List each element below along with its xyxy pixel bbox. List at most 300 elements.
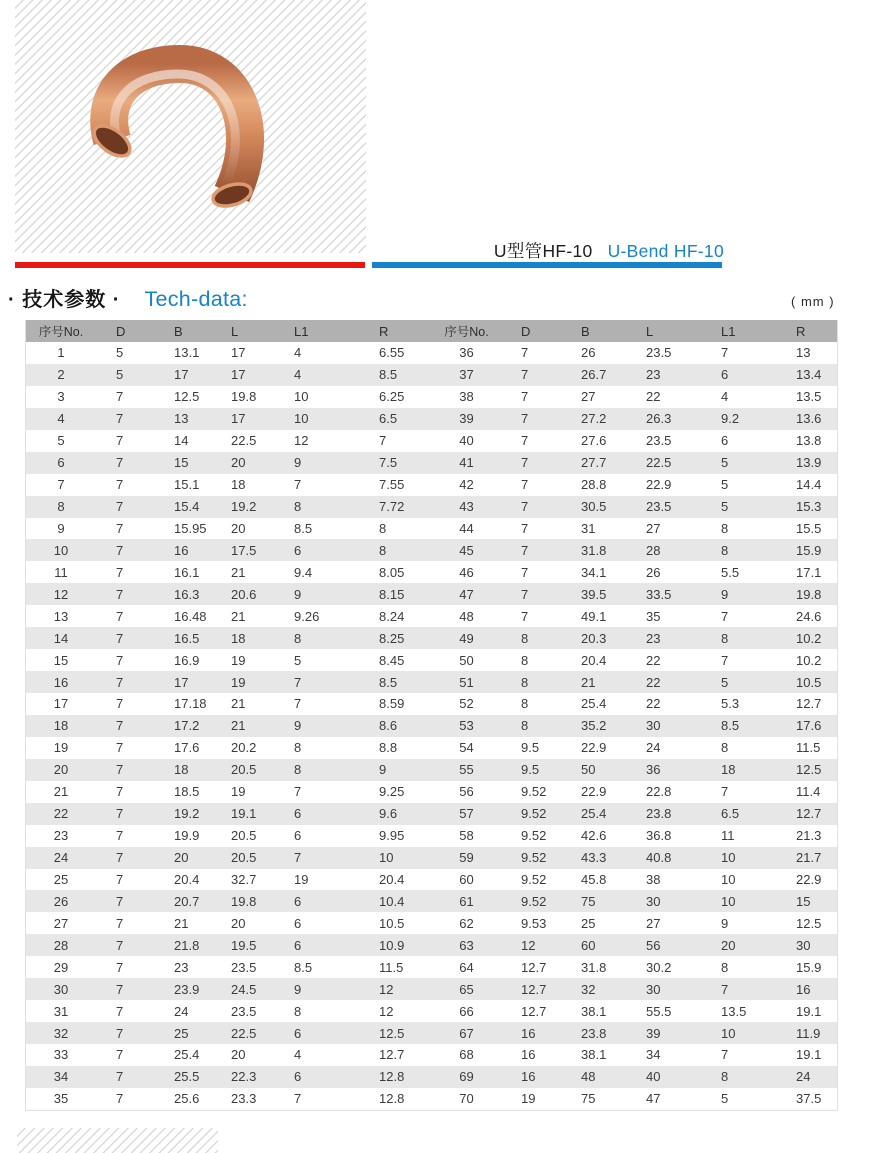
cell-d: 12.7 <box>521 981 547 997</box>
cell-l: 22 <box>646 652 661 668</box>
cell-no: 48 <box>459 608 474 624</box>
cell-l1: 6 <box>294 915 302 931</box>
cell-l: 36 <box>646 762 661 778</box>
cell-b: 27.2 <box>581 411 607 427</box>
header-r-left: R <box>379 323 389 339</box>
cell-l: 55.5 <box>646 1003 672 1019</box>
cell-l: 22.9 <box>646 477 672 493</box>
cell-b: 20 <box>174 850 189 866</box>
cell-d: 9.52 <box>521 850 547 866</box>
section-heading <box>8 283 248 312</box>
cell-l1: 20 <box>721 937 736 953</box>
cell-b: 21.8 <box>174 937 200 953</box>
cell-l: 20 <box>231 915 246 931</box>
cell-b: 20.4 <box>581 652 607 668</box>
cell-b: 20.7 <box>174 893 200 909</box>
cell-r: 12.5 <box>379 1025 405 1041</box>
cell-d: 7 <box>116 1047 124 1063</box>
cell-r: 8.59 <box>379 696 405 712</box>
cell-l1: 6 <box>294 937 302 953</box>
cell-no: 56 <box>459 784 474 800</box>
cell-no: 47 <box>459 586 474 602</box>
cell-r: 11.9 <box>796 1025 821 1041</box>
cell-r: 24 <box>796 1069 811 1085</box>
cell-b: 27.7 <box>581 455 607 471</box>
cell-l: 24.5 <box>231 981 257 997</box>
cell-r: 8.8 <box>379 740 398 756</box>
header-b-left: B <box>174 323 183 339</box>
cell-d: 7 <box>116 893 124 909</box>
cell-l1: 7 <box>721 784 729 800</box>
cell-no: 5 <box>57 433 65 449</box>
table-row <box>26 1066 837 1088</box>
cell-l: 20 <box>231 520 246 536</box>
cell-l: 17 <box>231 345 246 361</box>
cell-l: 18 <box>231 477 246 493</box>
cell-l: 23.5 <box>646 345 672 361</box>
cell-d: 7 <box>521 477 529 493</box>
cell-l: 21 <box>231 718 246 734</box>
cell-d: 7 <box>521 499 529 515</box>
cell-r: 8 <box>379 542 387 558</box>
cell-b: 32 <box>581 981 596 997</box>
cell-no: 54 <box>459 740 474 756</box>
cell-b: 48 <box>581 1069 596 1085</box>
cell-l: 27 <box>646 520 661 536</box>
cell-b: 39.5 <box>581 586 607 602</box>
cell-l: 21 <box>231 696 246 712</box>
cell-b: 16.1 <box>174 564 200 580</box>
cell-r: 10.9 <box>379 937 405 953</box>
cell-l1: 8 <box>294 762 302 778</box>
cell-l1: 5 <box>294 652 302 668</box>
cell-l1: 5 <box>721 477 729 493</box>
cell-b: 17 <box>174 367 189 383</box>
hatched-background-bottom <box>17 1128 218 1153</box>
cell-d: 7 <box>116 981 124 997</box>
cell-r: 8 <box>379 520 387 536</box>
cell-no: 4 <box>57 411 65 427</box>
cell-l1: 4 <box>294 345 302 361</box>
cell-no: 16 <box>53 674 69 690</box>
cell-no: 55 <box>459 762 474 778</box>
cell-l: 36.8 <box>646 828 672 844</box>
cell-r: 10.5 <box>379 915 405 931</box>
cell-d: 12 <box>521 937 536 953</box>
cell-b: 42.6 <box>581 828 607 844</box>
header-no-left: 序号No. <box>38 325 84 339</box>
cell-r: 6.5 <box>379 411 398 427</box>
cell-no: 43 <box>459 499 474 515</box>
table-row <box>26 627 837 649</box>
table-row <box>26 978 837 1000</box>
cell-l1: 9 <box>294 981 302 997</box>
cell-b: 17.2 <box>174 718 200 734</box>
cell-d: 5 <box>116 367 124 383</box>
cell-d: 7 <box>521 608 529 624</box>
cell-r: 10.2 <box>796 630 822 646</box>
cell-b: 17.18 <box>174 696 207 712</box>
cell-d: 7 <box>116 586 124 602</box>
red-accent-rule <box>15 262 365 268</box>
header-no-right: 序号No. <box>444 325 489 339</box>
cell-no: 21 <box>53 784 69 800</box>
cell-r: 8.15 <box>379 586 405 602</box>
cell-r: 8.5 <box>379 367 398 383</box>
cell-d: 7 <box>116 389 124 405</box>
cell-b: 34.1 <box>581 564 607 580</box>
cell-l1: 9 <box>721 915 729 931</box>
table-row <box>26 386 837 408</box>
cell-l1: 11 <box>721 828 735 844</box>
cell-r: 15.9 <box>796 542 822 558</box>
cell-l: 34 <box>646 1047 661 1063</box>
cell-l: 22.8 <box>646 784 672 800</box>
cell-no: 64 <box>459 959 474 975</box>
table-row <box>26 474 837 496</box>
cell-r: 10.2 <box>796 652 822 668</box>
cell-no: 60 <box>459 871 474 887</box>
cell-l1: 12 <box>294 433 309 449</box>
cell-r: 11.4 <box>796 784 821 800</box>
table-row <box>26 539 837 561</box>
cell-l1: 10 <box>294 411 309 427</box>
cell-l: 23.5 <box>646 433 672 449</box>
cell-l1: 4 <box>721 389 729 405</box>
cell-d: 7 <box>521 520 529 536</box>
cell-r: 8.5 <box>379 674 398 690</box>
cell-d: 7 <box>521 455 529 471</box>
header-d-right: D <box>521 323 531 339</box>
cell-d: 16 <box>521 1025 536 1041</box>
cell-d: 7 <box>116 674 124 690</box>
cell-b: 25 <box>581 915 596 931</box>
cell-b: 26.7 <box>581 367 607 383</box>
cell-d: 7 <box>116 455 124 471</box>
cell-r: 9.25 <box>379 784 405 800</box>
cell-l: 17.5 <box>231 542 257 558</box>
cell-r: 14.4 <box>796 477 822 493</box>
cell-l: 32.7 <box>231 871 257 887</box>
cell-b: 19.9 <box>174 828 200 844</box>
cell-l: 19.8 <box>231 389 257 405</box>
cell-l1: 7 <box>294 477 302 493</box>
cell-d: 7 <box>116 1003 124 1019</box>
cell-r: 37.5 <box>796 1091 822 1107</box>
cell-l1: 4 <box>294 1047 302 1063</box>
cell-b: 25.5 <box>174 1069 200 1085</box>
cell-l: 23.5 <box>231 959 257 975</box>
cell-no: 37 <box>459 367 474 383</box>
cell-l1: 8.5 <box>294 959 313 975</box>
cell-l: 30 <box>646 718 661 734</box>
cell-b: 16.3 <box>174 586 200 602</box>
cell-d: 7 <box>116 740 124 756</box>
cell-d: 9.52 <box>521 828 547 844</box>
cell-l1: 6 <box>294 806 302 822</box>
cell-d: 8 <box>521 718 529 734</box>
table-row <box>26 649 837 671</box>
cell-r: 8.05 <box>379 564 405 580</box>
cell-b: 17.6 <box>174 740 200 756</box>
cell-d: 7 <box>521 542 529 558</box>
cell-r: 10.5 <box>796 674 822 690</box>
cell-no: 27 <box>53 915 69 931</box>
cell-l: 23 <box>646 630 661 646</box>
cell-b: 27 <box>581 389 596 405</box>
table-row <box>26 715 837 737</box>
cell-d: 7 <box>521 433 529 449</box>
cell-l: 39 <box>646 1025 661 1041</box>
cell-b: 15.4 <box>174 499 200 515</box>
table-row <box>26 890 837 912</box>
cell-no: 18 <box>53 718 69 734</box>
table-row <box>26 825 837 847</box>
cell-b: 16.48 <box>174 608 207 624</box>
cell-no: 25 <box>53 871 69 887</box>
cell-d: 7 <box>116 1025 124 1041</box>
cell-l: 26 <box>646 564 661 580</box>
cell-no: 62 <box>459 915 474 931</box>
cell-l: 22.5 <box>646 455 672 471</box>
cell-l: 20.5 <box>231 762 257 778</box>
cell-l1: 5.3 <box>721 696 740 712</box>
cell-l: 47 <box>646 1091 661 1107</box>
cell-no: 9 <box>57 520 65 536</box>
cell-r: 16 <box>796 981 811 997</box>
cell-l1: 13.5 <box>721 1003 747 1019</box>
cell-b: 20.3 <box>581 630 607 646</box>
cell-r: 17.1 <box>796 564 822 580</box>
cell-b: 23 <box>174 959 189 975</box>
cell-no: 65 <box>459 981 474 997</box>
cell-no: 22 <box>53 806 69 822</box>
cell-d: 7 <box>116 652 124 668</box>
table-row <box>26 342 837 364</box>
cell-r: 9.6 <box>379 806 398 822</box>
cell-no: 38 <box>459 389 474 405</box>
cell-no: 35 <box>53 1091 69 1107</box>
cell-l1: 6 <box>721 433 729 449</box>
cell-r: 12 <box>379 1003 394 1019</box>
cell-r: 12.8 <box>379 1069 405 1085</box>
cell-r: 12.7 <box>379 1047 405 1063</box>
cell-r: 13.6 <box>796 411 822 427</box>
cell-no: 66 <box>459 1003 474 1019</box>
cell-r: 17.6 <box>796 718 822 734</box>
cell-no: 45 <box>459 542 474 558</box>
cell-no: 67 <box>459 1025 474 1041</box>
cell-no: 2 <box>57 367 65 383</box>
cell-d: 9.52 <box>521 806 547 822</box>
cell-r: 8.6 <box>379 718 398 734</box>
cell-no: 14 <box>53 630 69 646</box>
header-l1-right: L1 <box>721 323 736 339</box>
cell-d: 7 <box>116 1069 124 1085</box>
cell-r: 15.9 <box>796 959 822 975</box>
header-d-left: D <box>116 323 126 339</box>
cell-l1: 6 <box>294 542 302 558</box>
cell-l1: 10 <box>721 871 736 887</box>
cell-l1: 10 <box>294 389 309 405</box>
cell-no: 10 <box>53 542 69 558</box>
cell-l1: 5 <box>721 674 729 690</box>
cell-l1: 8 <box>721 740 729 756</box>
cell-l1: 7 <box>294 850 302 866</box>
table-row <box>26 518 837 540</box>
cell-b: 22.9 <box>581 740 607 756</box>
cell-l1: 8 <box>721 520 729 536</box>
cell-no: 3 <box>57 389 65 405</box>
cell-no: 33 <box>53 1047 69 1063</box>
cell-d: 7 <box>116 784 124 800</box>
cell-r: 24.6 <box>796 608 822 624</box>
cell-l: 21 <box>231 564 246 580</box>
unit-label: ( mm ) <box>791 294 835 309</box>
cell-l1: 9 <box>721 586 729 602</box>
cell-l1: 6 <box>294 1025 302 1041</box>
cell-no: 40 <box>459 433 474 449</box>
cell-l1: 8 <box>294 740 302 756</box>
cell-d: 7 <box>116 564 124 580</box>
cell-no: 13 <box>53 608 69 624</box>
cell-b: 35.2 <box>581 718 607 734</box>
cell-b: 22.9 <box>581 784 607 800</box>
cell-l: 28 <box>646 542 661 558</box>
cell-b: 75 <box>581 893 596 909</box>
cell-l: 23.3 <box>231 1091 257 1107</box>
cell-l1: 7 <box>721 1047 729 1063</box>
cell-r: 12 <box>379 981 394 997</box>
cell-no: 39 <box>459 411 474 427</box>
cell-no: 31 <box>53 1003 69 1019</box>
cell-l1: 9.4 <box>294 564 313 580</box>
cell-d: 7 <box>521 367 529 383</box>
cell-b: 43.3 <box>581 850 607 866</box>
cell-b: 12.5 <box>174 389 200 405</box>
cell-no: 50 <box>459 652 474 668</box>
cell-no: 41 <box>459 455 474 471</box>
cell-b: 50 <box>581 762 596 778</box>
cell-l1: 9 <box>294 586 302 602</box>
table-row <box>26 912 837 934</box>
cell-no: 52 <box>459 696 474 712</box>
cell-l: 22 <box>646 674 661 690</box>
cell-d: 7 <box>116 542 124 558</box>
table-row <box>26 430 837 452</box>
cell-l: 19 <box>231 674 246 690</box>
cell-d: 7 <box>116 937 124 953</box>
table-row <box>26 408 837 430</box>
cell-l: 20.5 <box>231 828 257 844</box>
cell-l1: 5 <box>721 455 729 471</box>
cell-d: 9.5 <box>521 740 540 756</box>
product-title <box>372 238 724 263</box>
u-bend-pipe-image <box>40 22 320 244</box>
cell-l: 40.8 <box>646 850 672 866</box>
cell-l: 27 <box>646 915 661 931</box>
cell-d: 8 <box>521 696 529 712</box>
cell-d: 7 <box>116 850 124 866</box>
cell-l: 38 <box>646 871 661 887</box>
cell-r: 30 <box>796 937 811 953</box>
table-row <box>26 1000 837 1022</box>
cell-no: 32 <box>53 1025 69 1041</box>
cell-b: 60 <box>581 937 596 953</box>
cell-no: 61 <box>459 893 474 909</box>
cell-d: 9.52 <box>521 893 547 909</box>
cell-l: 19.2 <box>231 499 257 515</box>
product-title-en: U-Bend HF-10 <box>607 241 724 261</box>
cell-b: 19.2 <box>174 806 200 822</box>
cell-r: 19.1 <box>796 1003 822 1019</box>
cell-d: 7 <box>116 520 124 536</box>
cell-no: 17 <box>53 696 69 712</box>
cell-b: 23.8 <box>581 1025 607 1041</box>
table-body <box>26 342 837 1110</box>
cell-d: 7 <box>116 499 124 515</box>
cell-d: 5 <box>116 345 124 361</box>
cell-d: 8 <box>521 652 529 668</box>
cell-r: 7.55 <box>379 477 405 493</box>
cell-l: 20 <box>231 1047 246 1063</box>
cell-d: 7 <box>521 564 529 580</box>
cell-b: 31.8 <box>581 959 607 975</box>
cell-l1: 8.5 <box>721 718 740 734</box>
cell-r: 12.5 <box>796 762 822 778</box>
header-l-right: L <box>646 323 654 339</box>
cell-l1: 7 <box>294 1091 302 1107</box>
cell-d: 12.7 <box>521 959 547 975</box>
cell-l1: 8 <box>294 499 302 515</box>
cell-l: 17 <box>231 367 246 383</box>
cell-l1: 8 <box>721 542 729 558</box>
cell-no: 8 <box>57 499 65 515</box>
cell-b: 20.4 <box>174 871 200 887</box>
cell-l1: 7 <box>294 696 302 712</box>
cell-b: 21 <box>581 674 596 690</box>
cell-l1: 7 <box>294 784 302 800</box>
cell-no: 70 <box>459 1091 474 1107</box>
cell-l: 22 <box>646 696 661 712</box>
cell-d: 7 <box>116 871 124 887</box>
cell-l1: 6 <box>294 828 302 844</box>
cell-b: 15 <box>174 455 189 471</box>
cell-no: 49 <box>459 630 474 646</box>
cell-d: 7 <box>116 959 124 975</box>
table-row <box>26 869 837 891</box>
cell-l: 19 <box>231 652 246 668</box>
cell-no: 68 <box>459 1047 474 1063</box>
cell-l: 20.6 <box>231 586 257 602</box>
cell-l1: 4 <box>294 367 302 383</box>
cell-b: 30.5 <box>581 499 607 515</box>
cell-b: 38.1 <box>581 1003 607 1019</box>
cell-d: 7 <box>116 762 124 778</box>
cell-b: 25 <box>174 1025 189 1041</box>
cell-d: 7 <box>116 828 124 844</box>
section-title-en: Tech-data: <box>144 287 248 311</box>
cell-b: 16 <box>174 542 189 558</box>
cell-l: 26.3 <box>646 411 672 427</box>
cell-l1: 8 <box>721 630 729 646</box>
cell-b: 31 <box>581 520 596 536</box>
section-title-cn: · 技术参数 · <box>8 289 121 311</box>
cell-no: 44 <box>459 520 474 536</box>
cell-r: 8.24 <box>379 608 405 624</box>
table-row <box>26 956 837 978</box>
cell-d: 9.52 <box>521 784 547 800</box>
